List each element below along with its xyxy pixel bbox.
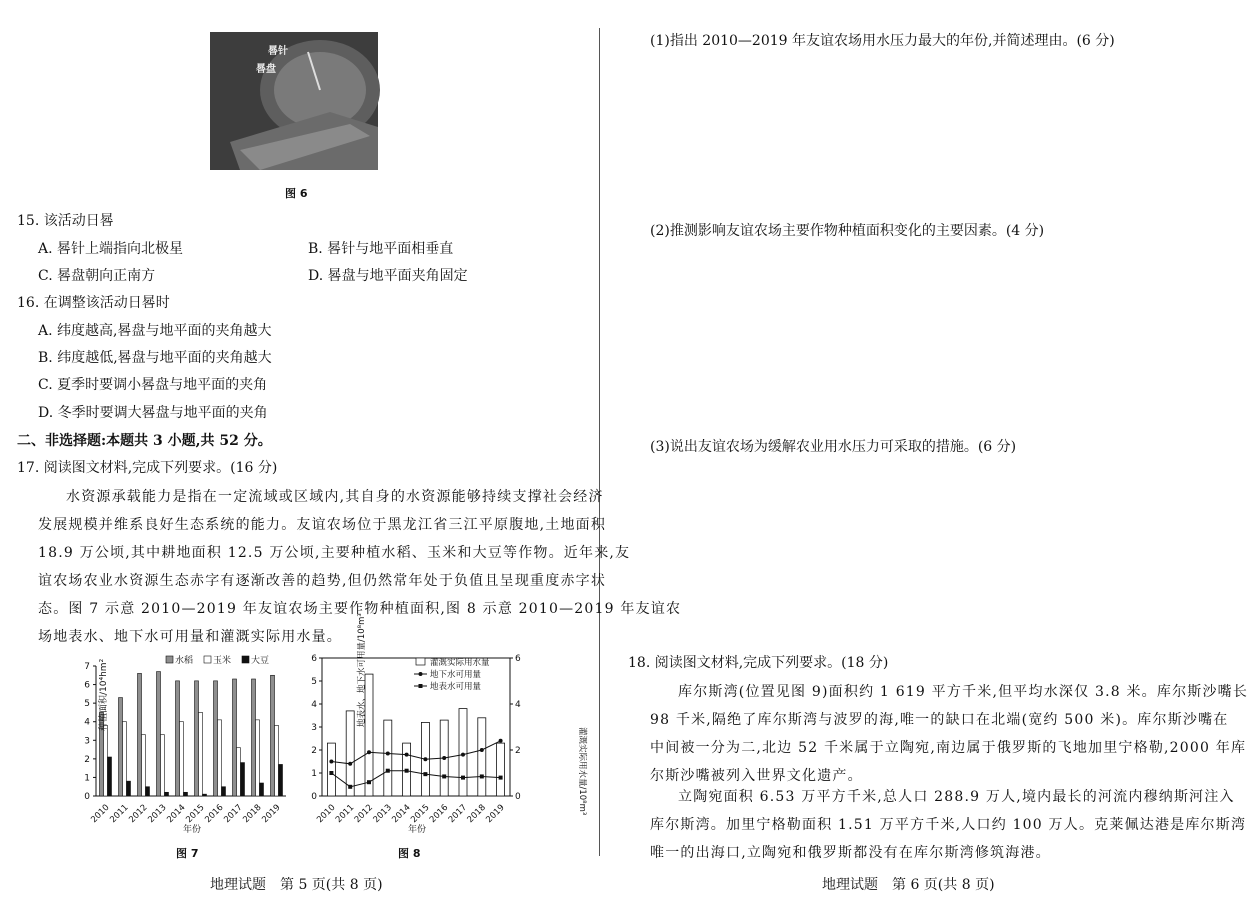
series-point: [405, 753, 409, 757]
x-tick-label: 2013: [146, 802, 169, 826]
q18-para1-line: 尔斯沙嘴被列入世界文化遗产。: [650, 768, 863, 784]
bar: [459, 709, 467, 796]
series-point: [442, 774, 446, 778]
x-tick-label: 2018: [465, 802, 488, 826]
legend-label: 地下水可用量: [430, 670, 482, 680]
x-tick-label: 2012: [352, 802, 376, 826]
series-point: [442, 756, 446, 760]
series-point: [348, 762, 352, 766]
x-tick-label: 2016: [427, 802, 451, 826]
bar: [497, 743, 505, 796]
bar: [199, 712, 203, 796]
x-tick-label: 2017: [446, 802, 470, 826]
x-tick-label: 2014: [165, 802, 188, 826]
q17-sub3: (3)说出友谊农场为缓解农业用水压力可采取的措施。(6 分): [650, 439, 1017, 455]
q16-option-a: A. 纬度越高,晷盘与地平面的夹角越大: [38, 323, 272, 339]
bar: [260, 783, 264, 796]
q18-para2-line: 立陶宛面积 6.53 万平方千米,总人口 288.9 万人,境内最长的河流内穆纳斯河注入: [678, 789, 1235, 805]
q17-para-line: 水资源承载能力是指在一定流域或区域内,其自身的水资源能够持续支撑社会经济: [66, 489, 604, 505]
legend-marker: [419, 684, 423, 688]
y-axis-label: 种植面积/10⁴hm²: [99, 658, 109, 731]
y-tick-label: 3: [84, 736, 90, 747]
series-point: [423, 772, 427, 776]
series-point: [461, 776, 465, 780]
y-tick-label: 5: [311, 677, 317, 687]
series-point: [461, 753, 465, 757]
legend-label: 水稻: [175, 656, 194, 666]
x-tick-label: 2015: [184, 802, 207, 826]
sundial-photo: [210, 32, 378, 170]
series-point: [405, 769, 409, 773]
footer-left: 地理试题 第 5 页(共 8 页): [210, 877, 383, 893]
bar: [252, 679, 256, 796]
q17-para-line: 谊农场农业水资源生态赤字有逐渐改善的趋势,但仍然常年处于负值且呈现重度赤字状: [38, 573, 607, 589]
y-tick-label: 6: [84, 680, 90, 691]
x-axis-label: 年份: [183, 825, 202, 835]
bar: [176, 681, 180, 796]
y-axis-label: 地表水、地下水可用量/10⁸m³: [357, 613, 367, 727]
q17-para-line: 发展规模并维系良好生态系统的能力。友谊农场位于黑龙江省三江平原腹地,土地面积: [38, 517, 607, 533]
series-point: [480, 748, 484, 752]
y-tick-label: 4: [311, 700, 317, 710]
q17-stem: 17. 阅读图文材料,完成下列要求。(16 分): [17, 460, 278, 476]
y-tick-label: 3: [311, 723, 317, 733]
fig8-caption: 图 8: [398, 847, 421, 860]
bar: [384, 720, 392, 796]
q17-sub1: (1)指出 2010—2019 年友谊农场用水压力最大的年份,并简述理由。(6 分): [650, 33, 1115, 49]
bar: [203, 794, 207, 796]
section2-heading: 二、非选择题:本题共 3 小题,共 52 分。: [17, 433, 272, 449]
bar: [184, 792, 188, 796]
legend-swatch: [416, 658, 425, 665]
bar: [237, 748, 241, 796]
y-tick-label: 0: [84, 792, 90, 802]
bar: [233, 679, 237, 796]
y2-axis-label: 灌溉实际用水量/10⁸m³: [577, 727, 587, 816]
q15-stem: 15. 该活动日晷: [17, 213, 114, 229]
q16-option-b: B. 纬度越低,晷盘与地平面的夹角越大: [38, 350, 272, 366]
bar: [279, 764, 283, 796]
x-tick-label: 2016: [203, 802, 226, 826]
bar: [222, 787, 226, 796]
q17-para-line: 场地表水、地下水可用量和灌溉实际用水量。: [38, 629, 342, 645]
q17-sub2: (2)推测影响友谊农场主要作物种植面积变化的主要因素。(4 分): [650, 223, 1045, 239]
bar: [275, 725, 279, 796]
bar: [127, 781, 131, 796]
fig7-chart: [62, 652, 294, 838]
gnomon-label: 晷针: [268, 46, 288, 57]
y2-tick-label: 0: [515, 792, 521, 802]
q15-option-d: D. 晷盘与地平面夹角固定: [308, 268, 468, 284]
legend-marker: [419, 672, 423, 676]
x-tick-label: 2010: [315, 802, 338, 826]
x-tick-label: 2019: [260, 802, 283, 826]
bar: [157, 672, 161, 796]
y-tick-label: 2: [84, 754, 90, 765]
x-tick-label: 2019: [484, 802, 507, 826]
legend-label: 灌溉实际用水量: [430, 658, 490, 668]
x-tick-label: 2017: [222, 802, 245, 826]
series-point: [423, 757, 427, 761]
series-point: [329, 771, 333, 775]
bar: [142, 735, 146, 796]
x-tick-label: 2015: [409, 802, 432, 826]
series-point: [499, 739, 503, 743]
series-point: [480, 774, 484, 778]
series-point: [367, 750, 371, 754]
footer-right: 地理试题 第 6 页(共 8 页): [822, 877, 995, 893]
series-point: [329, 760, 333, 764]
series-line: [331, 741, 500, 764]
series-point: [386, 751, 390, 755]
x-axis-label: 年份: [408, 825, 427, 835]
series-point: [386, 769, 390, 773]
series-point: [499, 776, 503, 780]
bar: [327, 743, 335, 796]
q18-stem: 18. 阅读图文材料,完成下列要求。(18 分): [628, 655, 889, 671]
bar: [123, 722, 127, 796]
x-tick-label: 2018: [241, 802, 264, 826]
q18-para1-line: 中间被一分为二,北边 52 千米属于立陶宛,南边属于俄罗斯的飞地加里宁格勒,2000 年库: [650, 740, 1247, 756]
q17-para-line: 18.9 万公顷,其中耕地面积 12.5 万公顷,主要种植水稻、玉米和大豆等作物。近年来,友: [38, 545, 631, 561]
x-tick-label: 2011: [108, 802, 131, 826]
legend-swatch: [204, 656, 211, 663]
bar: [218, 720, 222, 796]
x-tick-label: 2011: [333, 802, 357, 826]
x-tick-label: 2012: [127, 802, 150, 826]
bar: [180, 722, 184, 796]
y2-tick-label: 6: [515, 654, 521, 664]
bar: [119, 698, 123, 796]
bar: [241, 763, 245, 796]
fig6-caption: 图 6: [285, 187, 308, 200]
bar: [478, 718, 486, 796]
legend-label: 地表水可用量: [430, 682, 482, 692]
bar: [165, 792, 169, 796]
bar: [104, 725, 108, 796]
legend-label: 玉米: [213, 656, 232, 666]
bar: [195, 681, 199, 796]
y2-tick-label: 4: [515, 700, 521, 710]
bar: [138, 673, 142, 796]
series-point: [367, 780, 371, 784]
q18-para2-line: 唯一的出海口,立陶宛和俄罗斯都没有在库尔斯湾修筑海港。: [650, 845, 1051, 861]
x-tick-label: 2013: [371, 802, 394, 826]
legend-label: 大豆: [251, 656, 270, 666]
bar: [214, 681, 218, 796]
bar: [256, 720, 260, 796]
q15-option-c: C. 晷盘朝向正南方: [38, 268, 156, 284]
bar: [346, 711, 354, 796]
legend-swatch: [166, 656, 173, 663]
bar: [161, 735, 165, 796]
x-tick-label: 2010: [89, 802, 112, 826]
y2-tick-label: 2: [515, 746, 521, 756]
y-tick-label: 1: [311, 769, 317, 779]
q15-option-a: A. 晷针上端指向北极星: [38, 241, 184, 257]
y-tick-label: 4: [84, 717, 90, 728]
q15-option-b: B. 晷针与地平面相垂直: [308, 241, 454, 257]
y-tick-label: 2: [311, 746, 317, 756]
q18-para2-line: 库尔斯湾。加里宁格勒面积 1.51 万平方千米,人口约 100 万人。克莱佩达港是库尔斯湾: [650, 817, 1247, 833]
y-tick-label: 7: [84, 662, 90, 672]
y-tick-label: 5: [84, 699, 90, 710]
x-tick-label: 2014: [390, 802, 413, 826]
dial-label: 晷盘: [256, 64, 276, 75]
fig8-chart: [296, 613, 587, 838]
y-tick-label: 0: [311, 792, 317, 802]
q17-para-line: 态。图 7 示意 2010—2019 年友谊农场主要作物种植面积,图 8 示意 2010—2019 年友谊农: [38, 601, 682, 617]
bar: [108, 757, 112, 796]
legend-swatch: [242, 656, 249, 663]
fig7-caption: 图 7: [176, 847, 199, 860]
series-line: [331, 771, 500, 787]
series-point: [348, 785, 352, 789]
q18-para1-line: 98 千米,隔绝了库尔斯湾与波罗的海,唯一的缺口在北端(宽约 500 米)。库尔斯沙嘴在: [650, 712, 1229, 728]
y-tick-label: 6: [311, 654, 317, 664]
y-tick-label: 1: [84, 773, 90, 784]
page-divider: [599, 28, 600, 856]
q16-stem: 16. 在调整该活动日晷时: [17, 295, 170, 311]
bar: [271, 675, 275, 796]
q18-para1-line: 库尔斯湾(位置见图 9)面积约 1 619 平方千米,但平均水深仅 3.8 米。库尔斯沙嘴长: [678, 684, 1248, 700]
q16-option-d: D. 冬季时要调大晷盘与地平面的夹角: [38, 405, 268, 421]
q16-option-c: C. 夏季时要调小晷盘与地平面的夹角: [38, 377, 268, 393]
bar: [146, 787, 150, 796]
